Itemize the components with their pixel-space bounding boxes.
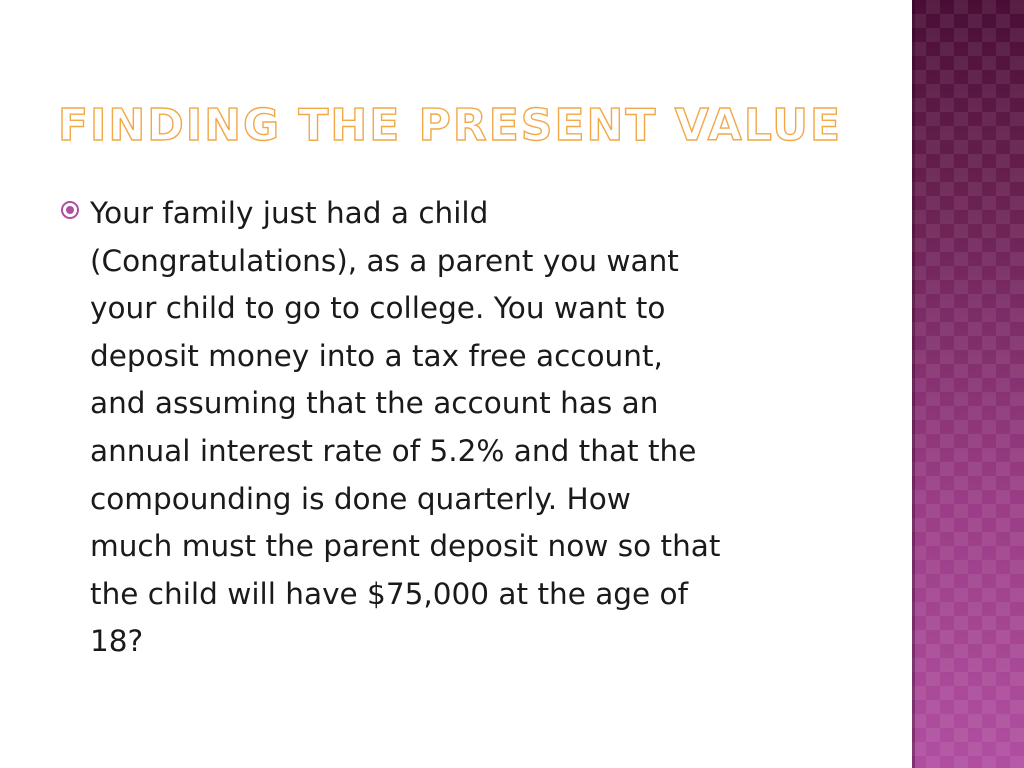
decorative-side-band — [912, 0, 1024, 768]
bullet-item — [60, 190, 860, 666]
slide-body — [60, 190, 860, 666]
bullet-text: Your family just had a child (Congratulations), as a parent you want your child to go to college. You want to deposit money into a tax free account, and assuming that the account has an annual interest rate of 5.2% and that the compounding is done quarterly. How much must the parent deposit now so that the child will have $75,000 at the age of 18? — [90, 196, 721, 659]
bullet-circle-icon — [60, 190, 90, 225]
slide-title: FINDING THE PRESENT VALUE — [58, 100, 843, 151]
diamond-pattern — [912, 0, 1024, 768]
side-band-edge — [912, 0, 915, 768]
